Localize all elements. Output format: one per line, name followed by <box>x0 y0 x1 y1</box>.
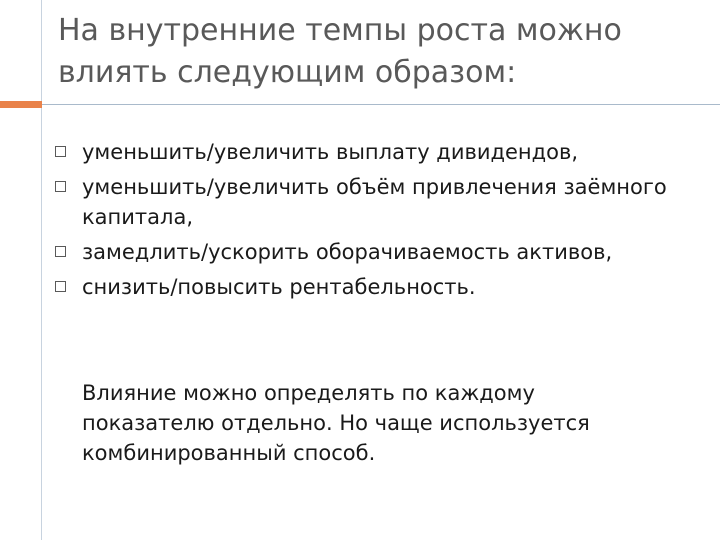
note-paragraph: Влияние можно определять по каждому показателю отдельно. Но чаще используется комбинированный способ. <box>82 381 590 465</box>
bullet-text: уменьшить/увеличить объём привлечения заёмного капитала, <box>82 175 667 229</box>
title-divider <box>42 104 720 105</box>
bullet-text: уменьшить/увеличить выплату дивидендов, <box>82 140 579 164</box>
title-accent-bar <box>0 101 42 108</box>
bullet-item <box>54 172 694 232</box>
slide-title: На внутренние темпы роста можно влиять следующим образом: <box>58 13 622 90</box>
square-bullet-icon <box>55 181 66 192</box>
square-bullet-icon <box>55 281 66 292</box>
bullet-item <box>54 237 694 267</box>
bullet-text: замедлить/ускорить оборачиваемость активов, <box>82 240 613 264</box>
bullet-list <box>54 137 694 307</box>
square-bullet-icon <box>55 246 66 257</box>
bullet-item <box>54 272 694 302</box>
square-bullet-icon <box>55 146 66 157</box>
left-vertical-rule <box>41 0 42 540</box>
bullet-item <box>54 137 694 167</box>
bullet-text: снизить/повысить рентабельность. <box>82 275 476 299</box>
